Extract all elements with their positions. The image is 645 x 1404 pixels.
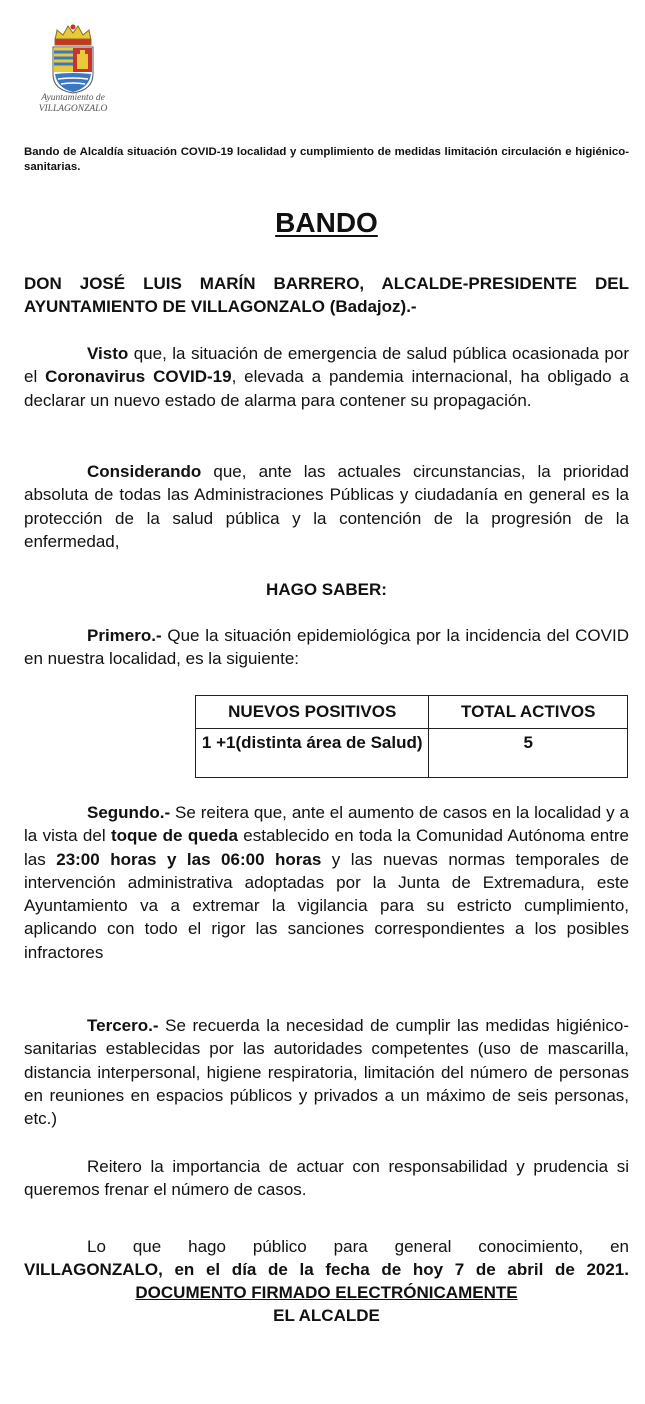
primero-lead: Primero.- — [87, 626, 162, 645]
visto-bold: Coronavirus COVID-19 — [45, 367, 232, 387]
segundo-text-1: Se reitera que, ante el aumento de casos en la localidad y a la vista del — [24, 803, 629, 846]
covid-stats-table — [195, 695, 628, 778]
segundo-text-2: establecido en toda la Comunidad Autónoma entre las — [24, 826, 630, 869]
page-title: BANDO — [275, 207, 378, 238]
paragraph-segundo — [24, 801, 629, 964]
segundo-bold-1: toque de queda — [111, 826, 238, 846]
logo-line-2: VILLAGONZALO — [38, 104, 108, 114]
primero-text: Que la situación epidemiológica por la incidencia del COVID en nuestra localidad, es la siguiente: — [24, 626, 629, 669]
table-cell-total-active: 5 — [429, 729, 628, 778]
table-header-row — [196, 696, 628, 729]
hago-saber-heading: HAGO SABER: — [266, 580, 387, 599]
considerando-lead: Considerando — [87, 462, 202, 481]
paragraph-primero — [24, 624, 629, 671]
segundo-lead: Segundo.- — [87, 803, 171, 822]
paragraph-considerando — [24, 460, 629, 553]
segundo-bold-2: 23:00 horas y las 06:00 horas — [56, 849, 322, 869]
tercero-lead: Tercero.- — [87, 1016, 159, 1035]
signer-title: EL ALCALDE — [273, 1306, 380, 1325]
coat-of-arms-icon — [49, 22, 97, 94]
table-cell-new-positives: 1 +1(distinta área de Salud) — [196, 729, 429, 778]
table-header-total-active: TOTAL ACTIVOS — [429, 696, 628, 729]
table-row — [196, 729, 628, 778]
visto-text-2: , elevada a pandemia internacional, ha obligado a declarar un nuevo estado de alarma para contener su propagación. — [24, 367, 629, 410]
closing-line-1: Lo que hago público para general conocimiento, en — [87, 1237, 629, 1256]
mayor-heading: DON JOSÉ LUIS MARÍN BARRERO, ALCALDE-PRESIDENTE DEL AYUNTAMIENTO DE VILLAGONZALO (Badajoz).- — [24, 274, 629, 316]
visto-text-1: que, la situación de emergencia de salud pública ocasionada por el — [24, 344, 629, 387]
document-subject: Bando de Alcaldía situación COVID-19 localidad y cumplimiento de medidas limitación circulación e higiénico-sanitarias. — [24, 146, 629, 173]
closing-line-2: VILLAGONZALO, en el día de la fecha de hoy 7 de abril de 2021. — [24, 1260, 629, 1279]
tercero-text: Se recuerda la necesidad de cumplir las medidas higiénico-sanitarias establecidas por las autoridades competentes (uso de mascarilla, distancia interpersonal, higiene respiratoria, limitación del número de personas en reuniones en espacios públicos y privados a un máximo de seis personas, etc.) — [24, 1016, 629, 1129]
logo-caption — [26, 93, 120, 115]
signature-note: DOCUMENTO FIRMADO ELECTRÓNICAMENTE — [135, 1283, 518, 1302]
paragraph-visto — [24, 342, 629, 412]
paragraph-tercero — [24, 1014, 629, 1130]
segundo-text-3: y las nuevas normas temporales de intervención administrativa adoptadas por la Junta de Extremadura, este Ayuntamiento va a extremar la vigilancia para su estricto cumplimiento, aplicando con todo el rigor las sanciones correspondientes a los posibles infractores — [24, 849, 629, 962]
visto-lead: Visto — [87, 344, 129, 363]
paragraph-reitero: Reitero la importancia de actuar con responsabilidad y prudencia si queremos frenar el número de casos. — [24, 1157, 629, 1200]
logo-line-1: Ayuntamiento de — [41, 93, 105, 103]
town-logo — [26, 22, 120, 122]
closing-block — [24, 1235, 629, 1327]
table-header-new-positives: NUEVOS POSITIVOS — [196, 696, 429, 729]
considerando-text: que, ante las actuales circunstancias, la prioridad absoluta de todas las Administraciones Públicas y ciudadanía en general es la protección de la salud pública y la contención de la progresión de la enfermedad, — [24, 462, 629, 551]
